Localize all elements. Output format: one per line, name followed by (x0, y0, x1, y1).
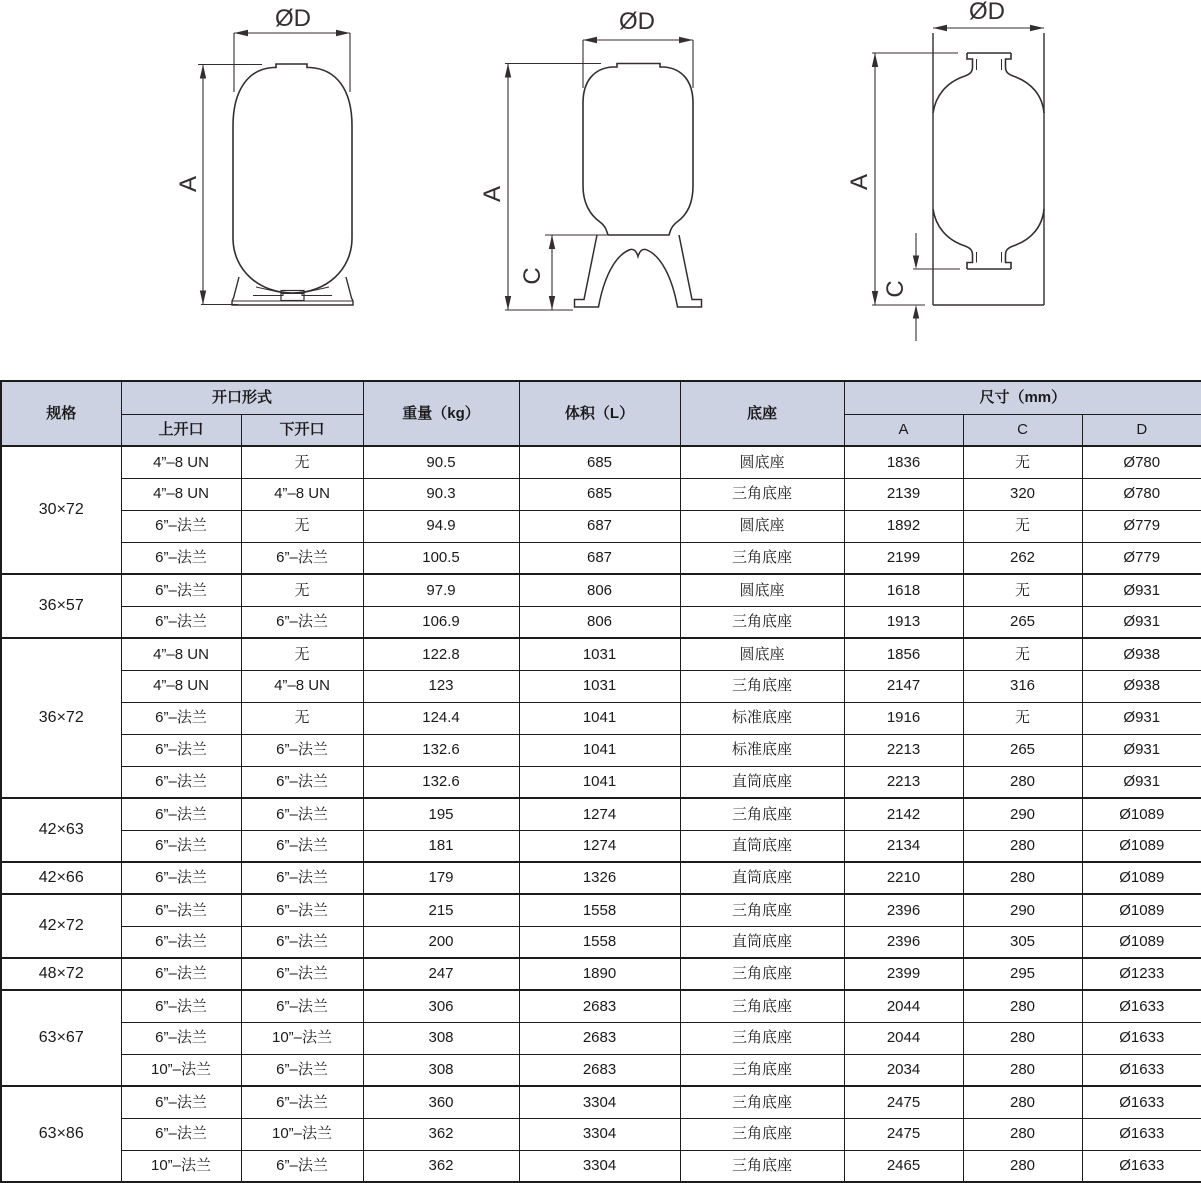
data-cell: 280 (963, 1022, 1082, 1054)
data-cell: 90.5 (363, 446, 519, 478)
diagram-bladder-cross-section (840, 0, 1130, 345)
data-cell: 94.9 (363, 510, 519, 542)
data-cell: 6”–法兰 (241, 958, 363, 990)
data-cell: 1041 (519, 734, 680, 766)
spec-cell: 36×57 (1, 574, 121, 638)
data-cell: 2475 (844, 1118, 963, 1150)
data-cell: 三角底座 (680, 958, 844, 990)
data-cell: 280 (963, 830, 1082, 862)
table-row (1, 478, 1201, 510)
data-cell: 6”–法兰 (241, 894, 363, 926)
data-cell: 6”–法兰 (121, 702, 241, 734)
data-cell: 2399 (844, 958, 963, 990)
data-cell: 280 (963, 1118, 1082, 1150)
dim-label-height: A (479, 185, 506, 203)
dim-label-diameter: ØD (969, 0, 1005, 25)
table-row (1, 990, 1201, 1022)
data-cell: Ø938 (1082, 670, 1201, 702)
data-cell: 1892 (844, 510, 963, 542)
data-cell: 三角底座 (680, 1022, 844, 1054)
spec-cell: 30×72 (1, 446, 121, 574)
data-cell: Ø1633 (1082, 1022, 1201, 1054)
dim-label-clearance: C (519, 267, 546, 285)
data-cell: 4”–8 UN (121, 670, 241, 702)
data-cell: 6”–法兰 (241, 862, 363, 894)
technical-drawings (0, 0, 1201, 380)
data-cell: 三角底座 (680, 1150, 844, 1182)
data-cell: 无 (241, 446, 363, 478)
data-cell: 360 (363, 1086, 519, 1118)
data-cell: 195 (363, 798, 519, 830)
col-header-opening: 开口形式 (121, 381, 363, 414)
data-cell: 122.8 (363, 638, 519, 670)
data-cell: 1041 (519, 702, 680, 734)
data-cell: 三角底座 (680, 478, 844, 510)
data-cell: 6”–法兰 (241, 1054, 363, 1086)
data-cell: 123 (363, 670, 519, 702)
data-cell: 无 (963, 446, 1082, 478)
table-header (1, 381, 1201, 446)
data-cell: 无 (241, 638, 363, 670)
data-cell: 687 (519, 542, 680, 574)
data-cell: 4”–8 UN (241, 478, 363, 510)
data-cell: 1890 (519, 958, 680, 990)
table-row (1, 958, 1201, 990)
spec-cell: 42×72 (1, 894, 121, 958)
data-cell: 6”–法兰 (241, 926, 363, 958)
tank-outline (583, 64, 693, 236)
data-cell: 265 (963, 606, 1082, 638)
table-row (1, 702, 1201, 734)
table-row (1, 606, 1201, 638)
table-row (1, 670, 1201, 702)
data-cell: 685 (519, 446, 680, 478)
data-cell: 圆底座 (680, 638, 844, 670)
data-cell: 3304 (519, 1150, 680, 1182)
data-cell: 100.5 (363, 542, 519, 574)
data-cell: 10”–法兰 (241, 1118, 363, 1150)
data-cell: 6”–法兰 (121, 990, 241, 1022)
data-cell: 2134 (844, 830, 963, 862)
data-cell: 1558 (519, 926, 680, 958)
data-cell: Ø1633 (1082, 1118, 1201, 1150)
data-cell: 280 (963, 990, 1082, 1022)
data-cell: 2213 (844, 734, 963, 766)
data-cell: 6”–法兰 (241, 766, 363, 798)
data-cell: 直筒底座 (680, 830, 844, 862)
data-cell: 2396 (844, 894, 963, 926)
table-row (1, 1086, 1201, 1118)
data-cell: Ø931 (1082, 702, 1201, 734)
data-cell: Ø931 (1082, 766, 1201, 798)
data-cell: 1031 (519, 638, 680, 670)
data-cell: 247 (363, 958, 519, 990)
data-cell: Ø1089 (1082, 798, 1201, 830)
col-header-weight: 重量（kg） (363, 381, 519, 446)
data-cell: 2142 (844, 798, 963, 830)
data-cell: 280 (963, 1150, 1082, 1182)
data-cell: Ø780 (1082, 478, 1201, 510)
data-cell: 三角底座 (680, 670, 844, 702)
data-cell: 三角底座 (680, 1118, 844, 1150)
table-row (1, 574, 1201, 606)
data-cell: 1856 (844, 638, 963, 670)
data-cell: Ø1089 (1082, 830, 1201, 862)
data-cell: Ø931 (1082, 606, 1201, 638)
col-header-dim-c: C (963, 414, 1082, 446)
data-cell: 124.4 (363, 702, 519, 734)
data-cell: Ø931 (1082, 734, 1201, 766)
data-cell: 132.6 (363, 734, 519, 766)
data-cell: 280 (963, 1086, 1082, 1118)
data-cell: 6”–法兰 (121, 926, 241, 958)
col-header-dim-d: D (1082, 414, 1201, 446)
data-cell: Ø1089 (1082, 894, 1201, 926)
dimension-arrows (200, 30, 350, 305)
data-cell: 90.3 (363, 478, 519, 510)
data-cell: 直筒底座 (680, 862, 844, 894)
table-row (1, 446, 1201, 478)
data-cell: 圆底座 (680, 510, 844, 542)
round-base-outline (232, 277, 353, 305)
spec-cell: 48×72 (1, 958, 121, 990)
data-cell: 6”–法兰 (241, 990, 363, 1022)
data-cell: 295 (963, 958, 1082, 990)
data-cell: 三角底座 (680, 1086, 844, 1118)
dimension-lines (198, 33, 350, 305)
data-cell: 标准底座 (680, 702, 844, 734)
table-row (1, 894, 1201, 926)
data-cell: 308 (363, 1054, 519, 1086)
data-cell: Ø1633 (1082, 1150, 1201, 1182)
data-cell: 2147 (844, 670, 963, 702)
tank-outline (233, 64, 352, 293)
data-cell: 3304 (519, 1118, 680, 1150)
data-cell: 无 (963, 510, 1082, 542)
data-cell: 6”–法兰 (241, 1086, 363, 1118)
data-cell: 106.9 (363, 606, 519, 638)
data-cell: 6”–法兰 (241, 830, 363, 862)
data-cell: 265 (963, 734, 1082, 766)
data-cell: 308 (363, 1022, 519, 1054)
dim-label-height: A (846, 173, 873, 191)
data-cell: 2044 (844, 1022, 963, 1054)
data-cell: 1558 (519, 894, 680, 926)
data-cell: 直筒底座 (680, 926, 844, 958)
data-cell: 三角底座 (680, 798, 844, 830)
table-row (1, 734, 1201, 766)
data-cell: 无 (241, 574, 363, 606)
data-cell: Ø779 (1082, 510, 1201, 542)
spec-cell: 42×66 (1, 862, 121, 894)
table-row (1, 1054, 1201, 1086)
data-cell: Ø779 (1082, 542, 1201, 574)
data-cell: 1274 (519, 830, 680, 862)
data-cell: 1916 (844, 702, 963, 734)
table-row (1, 862, 1201, 894)
data-cell: 6”–法兰 (241, 798, 363, 830)
data-cell: 无 (241, 702, 363, 734)
data-cell: 2139 (844, 478, 963, 510)
data-cell: 2210 (844, 862, 963, 894)
data-cell: 2465 (844, 1150, 963, 1182)
data-cell: 262 (963, 542, 1082, 574)
spec-cell: 36×72 (1, 638, 121, 798)
bladder-outline (933, 53, 1044, 269)
data-cell: 6”–法兰 (241, 734, 363, 766)
data-cell: 290 (963, 798, 1082, 830)
data-cell: 280 (963, 862, 1082, 894)
col-header-dims: 尺寸（mm） (844, 381, 1201, 414)
data-cell: 1913 (844, 606, 963, 638)
table-row (1, 638, 1201, 670)
data-cell: 6”–法兰 (121, 894, 241, 926)
data-cell: 2475 (844, 1086, 963, 1118)
data-cell: 6”–法兰 (241, 542, 363, 574)
diagram-tank-round-base (150, 0, 410, 335)
col-header-base: 底座 (680, 381, 844, 446)
data-cell: 2683 (519, 1022, 680, 1054)
data-cell: 685 (519, 478, 680, 510)
data-cell: Ø780 (1082, 446, 1201, 478)
data-cell: 6”–法兰 (241, 606, 363, 638)
data-cell: 无 (963, 638, 1082, 670)
data-cell: 10”–法兰 (121, 1054, 241, 1086)
data-cell: 6”–法兰 (121, 1118, 241, 1150)
data-cell: 6”–法兰 (121, 574, 241, 606)
data-cell: 806 (519, 606, 680, 638)
shell-outline (933, 33, 1044, 305)
data-cell: 316 (963, 670, 1082, 702)
table-row (1, 542, 1201, 574)
table-row (1, 1022, 1201, 1054)
data-cell: 97.9 (363, 574, 519, 606)
data-cell: 三角底座 (680, 894, 844, 926)
table-row (1, 1118, 1201, 1150)
col-header-volume: 体积（L） (519, 381, 680, 446)
data-cell: 4”–8 UN (121, 638, 241, 670)
data-cell: Ø1633 (1082, 1054, 1201, 1086)
data-cell: 三角底座 (680, 990, 844, 1022)
data-cell: 2683 (519, 990, 680, 1022)
data-cell: 1326 (519, 862, 680, 894)
data-cell: 6”–法兰 (121, 1086, 241, 1118)
col-header-bottom-opening: 下开口 (241, 414, 363, 446)
data-cell: Ø1633 (1082, 990, 1201, 1022)
data-cell: 306 (363, 990, 519, 1022)
data-cell: 6”–法兰 (121, 798, 241, 830)
table-row (1, 510, 1201, 542)
data-cell: 2044 (844, 990, 963, 1022)
spec-cell: 63×86 (1, 1086, 121, 1182)
dim-label-clearance: C (882, 280, 909, 298)
table-row (1, 926, 1201, 958)
leg-stand-outline (575, 235, 702, 307)
data-cell: 320 (963, 478, 1082, 510)
data-cell: 200 (363, 926, 519, 958)
data-cell: 6”–法兰 (121, 542, 241, 574)
data-cell: 687 (519, 510, 680, 542)
col-header-dim-a: A (844, 414, 963, 446)
data-cell: 直筒底座 (680, 766, 844, 798)
spec-cell: 63×67 (1, 990, 121, 1086)
data-cell: 4”–8 UN (121, 446, 241, 478)
data-cell: 179 (363, 862, 519, 894)
data-cell: 6”–法兰 (121, 830, 241, 862)
data-cell: 806 (519, 574, 680, 606)
data-cell: 6”–法兰 (121, 510, 241, 542)
data-cell: 10”–法兰 (241, 1022, 363, 1054)
table-row (1, 766, 1201, 798)
dim-label-height: A (175, 175, 202, 193)
data-cell: 6”–法兰 (121, 606, 241, 638)
data-cell: 圆底座 (680, 574, 844, 606)
data-cell: 2213 (844, 766, 963, 798)
data-cell: 标准底座 (680, 734, 844, 766)
data-cell: 2683 (519, 1054, 680, 1086)
data-cell: 4”–8 UN (241, 670, 363, 702)
data-cell: 1274 (519, 798, 680, 830)
data-cell: 305 (963, 926, 1082, 958)
data-cell: 2396 (844, 926, 963, 958)
data-cell: 无 (963, 574, 1082, 606)
dim-label-diameter: ØD (275, 5, 311, 32)
data-cell: 132.6 (363, 766, 519, 798)
dim-label-diameter: ØD (619, 8, 655, 35)
data-cell: 三角底座 (680, 1054, 844, 1086)
data-cell: 6”–法兰 (121, 958, 241, 990)
data-cell: Ø1089 (1082, 926, 1201, 958)
diagram-tank-leg-stand (470, 0, 760, 345)
data-cell: 1031 (519, 670, 680, 702)
data-cell: 2199 (844, 542, 963, 574)
data-cell: Ø931 (1082, 574, 1201, 606)
data-cell: 280 (963, 1054, 1082, 1086)
data-cell: 无 (963, 702, 1082, 734)
data-cell: 1836 (844, 446, 963, 478)
data-cell: 290 (963, 894, 1082, 926)
data-cell: 215 (363, 894, 519, 926)
data-cell: 6”–法兰 (121, 1022, 241, 1054)
data-cell: Ø1089 (1082, 862, 1201, 894)
col-header-top-opening: 上开口 (121, 414, 241, 446)
data-cell: Ø938 (1082, 638, 1201, 670)
table-row (1, 798, 1201, 830)
data-cell: 圆底座 (680, 446, 844, 478)
data-cell: 6”–法兰 (121, 734, 241, 766)
table-row (1, 1150, 1201, 1182)
table-row (1, 830, 1201, 862)
data-cell: 三角底座 (680, 606, 844, 638)
spec-cell: 42×63 (1, 798, 121, 862)
data-cell: Ø1633 (1082, 1086, 1201, 1118)
dimension-arrows (872, 25, 1044, 319)
data-cell: 4”–8 UN (121, 478, 241, 510)
data-cell: 181 (363, 830, 519, 862)
data-cell: 三角底座 (680, 542, 844, 574)
data-cell: 6”–法兰 (121, 766, 241, 798)
spec-table-body (1, 446, 1201, 1182)
data-cell: 2034 (844, 1054, 963, 1086)
data-cell: 280 (963, 766, 1082, 798)
data-cell: 6”–法兰 (121, 862, 241, 894)
data-cell: 362 (363, 1150, 519, 1182)
data-cell: 1618 (844, 574, 963, 606)
data-cell: 3304 (519, 1086, 680, 1118)
specification-table (0, 380, 1201, 1183)
data-cell: 10”–法兰 (121, 1150, 241, 1182)
data-cell: 1041 (519, 766, 680, 798)
data-cell: 6”–法兰 (241, 1150, 363, 1182)
data-cell: 无 (241, 510, 363, 542)
data-cell: 362 (363, 1118, 519, 1150)
col-header-spec: 规格 (1, 381, 121, 446)
data-cell: Ø1233 (1082, 958, 1201, 990)
